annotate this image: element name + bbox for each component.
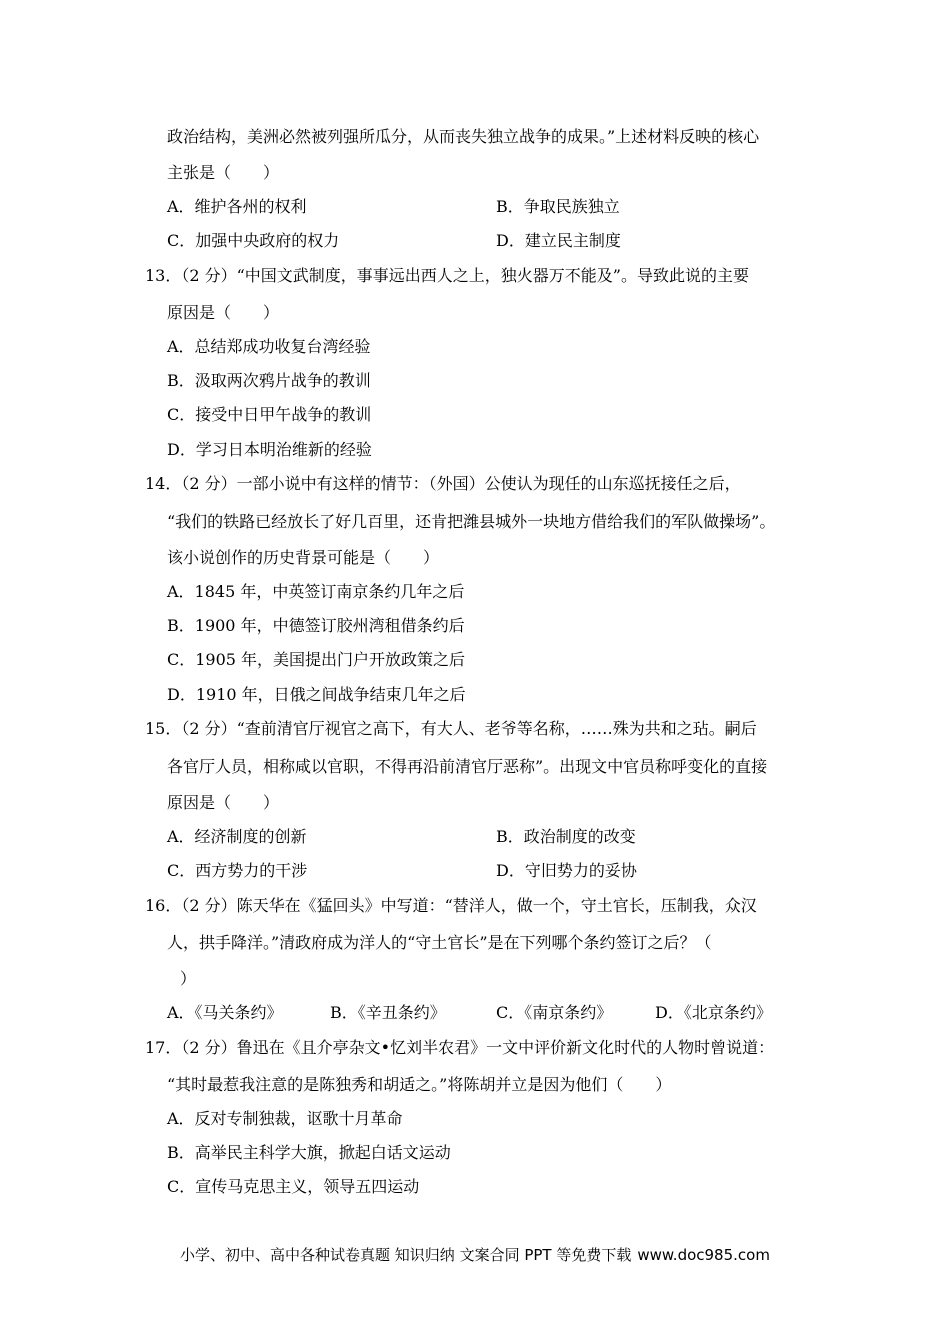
q12-option-b: B．争取民族独立 (496, 197, 620, 216)
q13-stem-line: 13．（2 分）“中国文武制度，事事远出西人之上，独火器万不能及”。导致此说的主要 (145, 266, 749, 285)
q14-stem-line: “我们的铁路已经放长了好几百里，还肯把潍县城外一块地方借给我们的军队做操场”。 (167, 512, 776, 531)
q15-option-c: C．西方势力的干涉 (167, 861, 308, 880)
q14-option-d: D．1910 年，日俄之间战争结束几年之后 (167, 685, 466, 704)
q15-option-b: B．政治制度的改变 (496, 827, 636, 846)
q13-option-c: C．接受中日甲午战争的教训 (167, 405, 372, 424)
q15-option-a: A．经济制度的创新 (167, 827, 307, 846)
q16-stem-line: ） (180, 969, 197, 988)
q16-option-c: C．《南京条约》 (496, 1003, 613, 1022)
q17-option-a: A．反对专制独裁，讴歌十月革命 (167, 1109, 403, 1128)
q15-stem-line: 各官厅人员，相称咸以官职，不得再沿前清官厅恶称”。出现文中官员称呼变化的直接 (167, 757, 768, 776)
q12-option-d: D．建立民主制度 (496, 231, 621, 250)
q13-option-d: D．学习日本明治维新的经验 (167, 440, 372, 459)
q12-option-c: C．加强中央政府的权力 (167, 231, 340, 250)
q16-stem-line: 人，拱手降洋。”清政府成为洋人的“守土官长”是在下列哪个条约签订之后？（ (167, 933, 712, 952)
q12-stem-line: 主张是（ ） (167, 163, 280, 182)
q17-stem-line: 17．（2 分）鲁迅在《且介亭杂文•忆刘半农君》一文中评价新文化时代的人物时曾说道： (145, 1038, 775, 1057)
q13-option-a: A．总结郑成功收复台湾经验 (167, 337, 371, 356)
q15-stem-line: 原因是（ ） (167, 793, 280, 812)
q12-stem-line: 政治结构，美洲必然被列强所瓜分，从而丧失独立战争的成果。”上述材料反映的核心 (167, 127, 760, 146)
q14-stem-line: 14．（2 分）一部小说中有这样的情节：（外国）公使认为现任的山东巡抚接任之后， (145, 474, 741, 493)
q16-stem-line: 16．（2 分）陈天华在《猛回头》中写道：“替洋人，做一个，守土官长，压制我，众汉 (145, 896, 757, 915)
footer-text: 小学、初中、高中各种试卷真题 知识归纳 文案合同 PPT 等免费下载 (180, 1246, 632, 1264)
q14-option-b: B．1900 年，中德签订胶州湾租借条约后 (167, 616, 465, 635)
q17-stem-line: “其时最惹我注意的是陈独秀和胡适之。”将陈胡并立是因为他们（ ） (167, 1075, 672, 1094)
footer-link[interactable]: www.doc985.com (637, 1246, 770, 1264)
q13-option-b: B．汲取两次鸦片战争的教训 (167, 371, 371, 390)
q16-option-b: B．《辛丑条约》 (330, 1003, 446, 1022)
q17-option-b: B．高举民主科学大旗，掀起白话文运动 (167, 1143, 451, 1162)
q14-option-c: C．1905 年，美国提出门户开放政策之后 (167, 650, 466, 669)
q16-option-d: D．《北京条约》 (655, 1003, 772, 1022)
page-footer (0, 1244, 950, 1266)
q15-stem-line: 15．（2 分）“查前清官厅视官之高下，有大人、老爷等名称，……殊为共和之玷。嗣后 (145, 719, 757, 738)
q14-stem-line: 该小说创作的历史背景可能是（ ） (167, 548, 440, 567)
q17-option-c: C．宣传马克思主义，领导五四运动 (167, 1177, 420, 1196)
q13-stem-line: 原因是（ ） (167, 303, 280, 322)
q12-option-a: A．维护各州的权利 (167, 197, 307, 216)
q16-option-a: A．《马关条约》 (167, 1003, 283, 1022)
q15-option-d: D．守旧势力的妥协 (496, 861, 637, 880)
q14-option-a: A．1845 年，中英签订南京条约几年之后 (167, 582, 465, 601)
